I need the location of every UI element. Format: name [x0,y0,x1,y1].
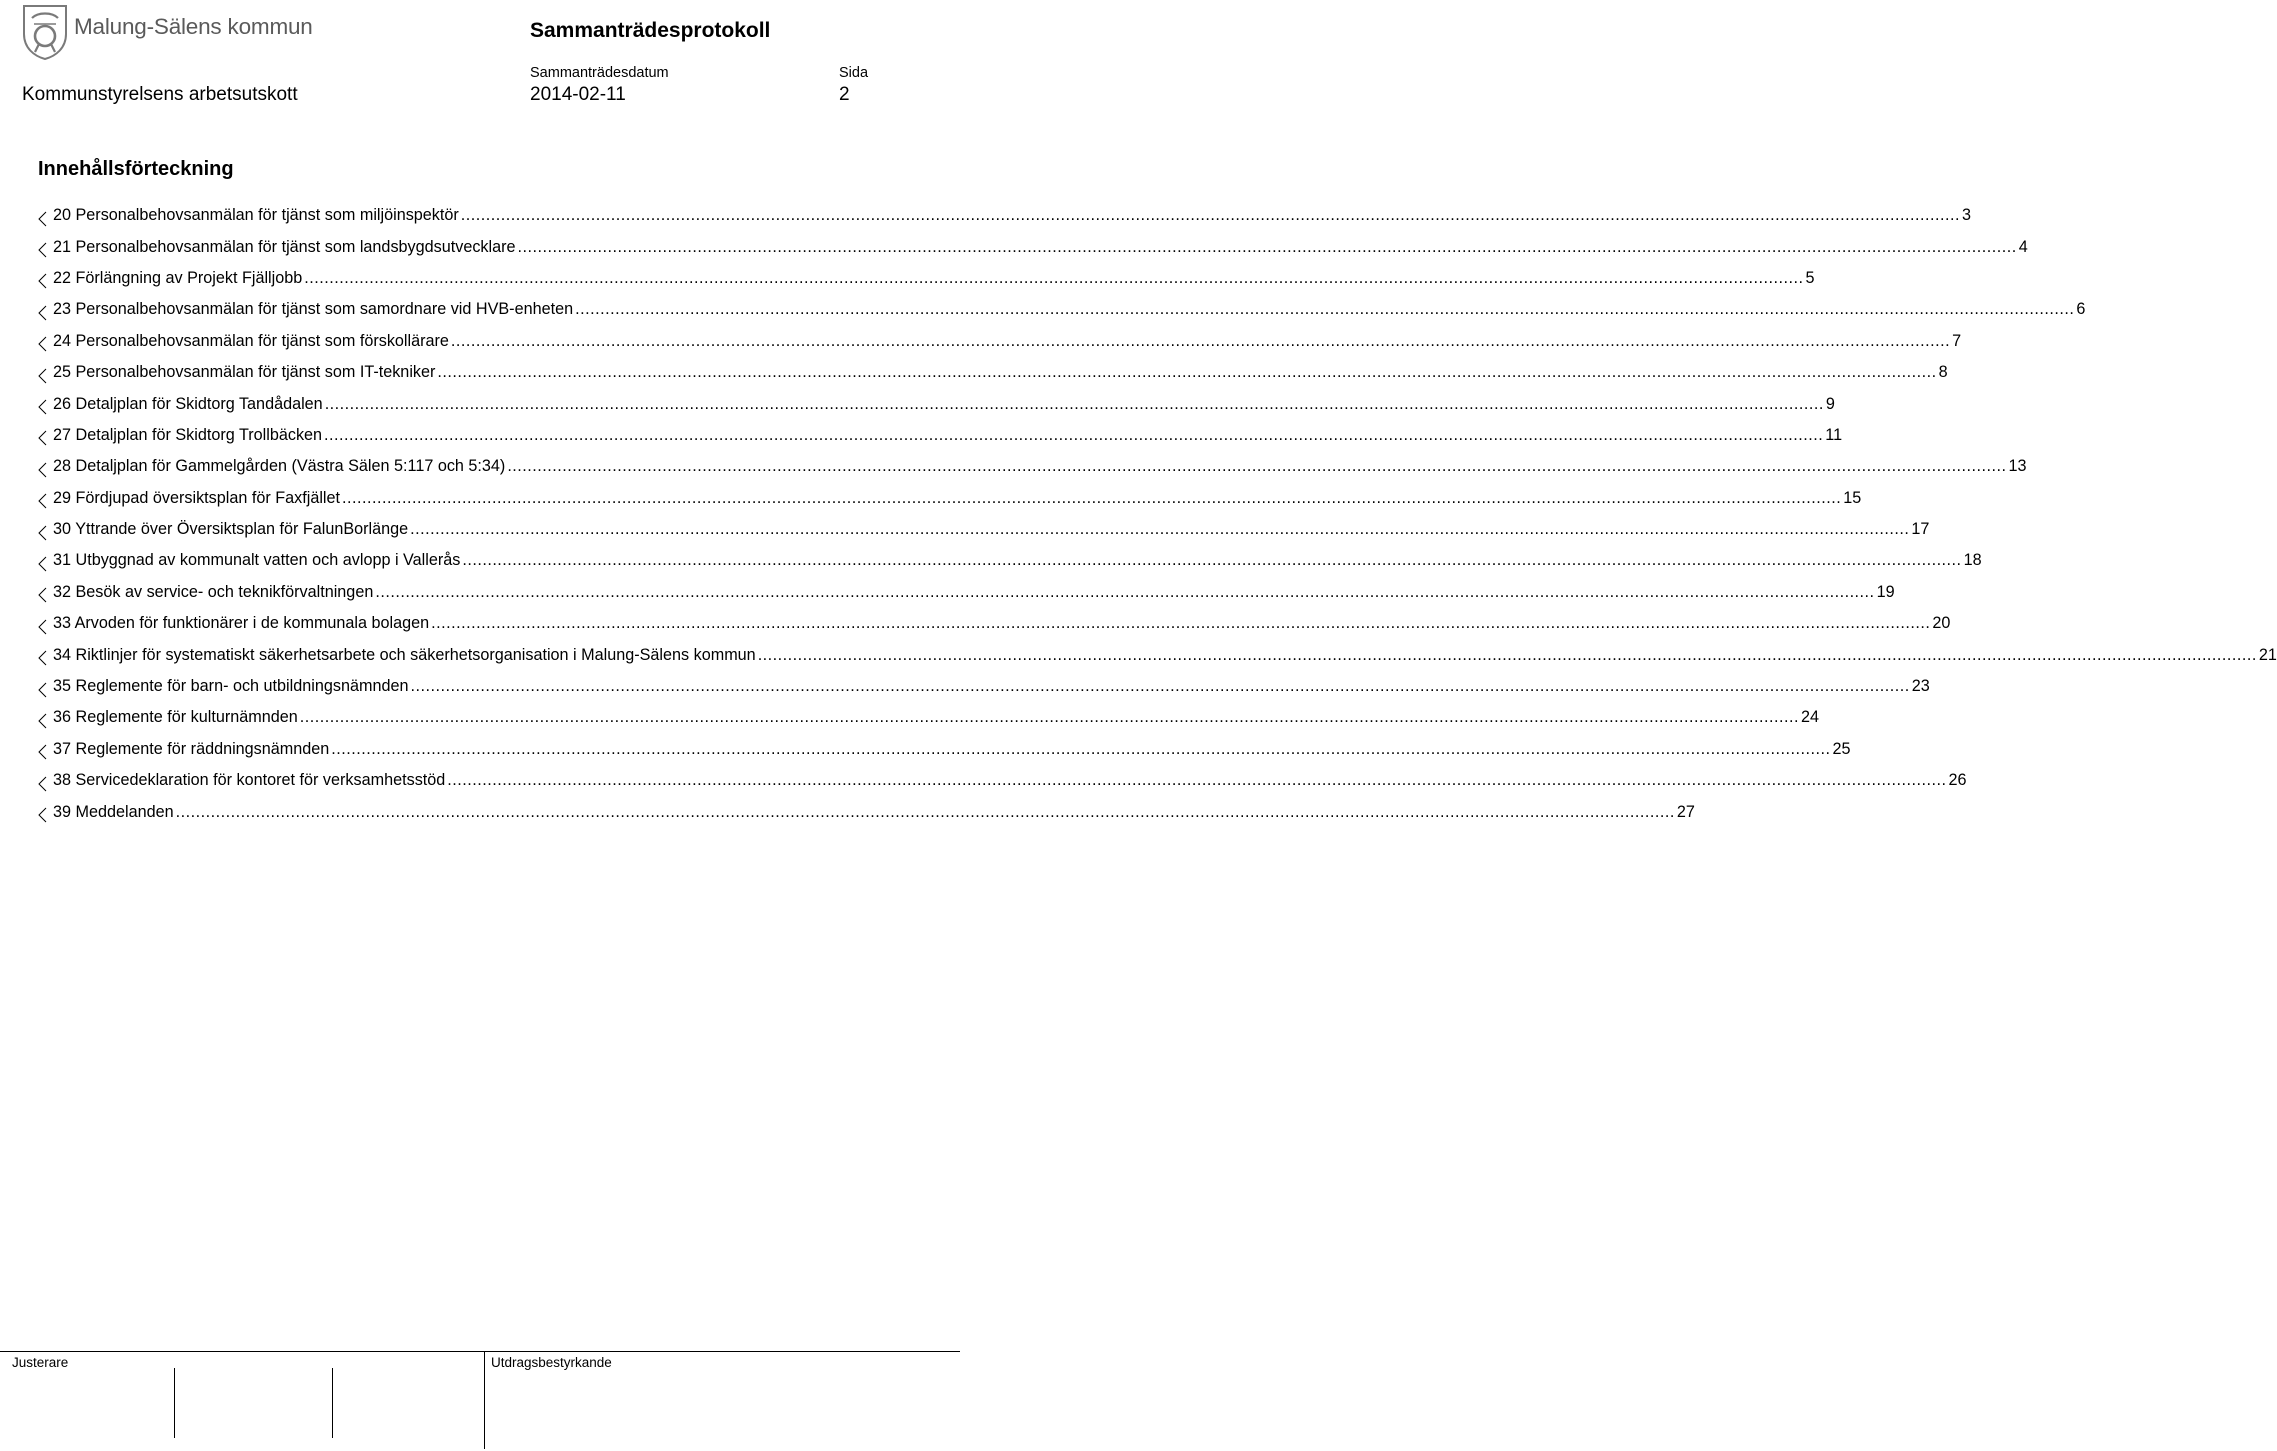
indent-marker-icon [38,431,47,447]
toc-entry-page: 9 [1825,394,1835,413]
toc-entry-page: 7 [1952,331,1962,350]
toc-entry-title: 37 Reglemente för räddningsnämnden [53,739,330,758]
toc-entry-title: 20 Personalbehovsanmälan för tjänst som miljöinspektör [53,206,459,225]
toc-entry-page: 3 [1962,206,1972,225]
toc-entry-page: 27 [1676,802,1695,821]
toc-entry[interactable] [38,483,1862,514]
footer-utdrag-label: Utdragsbestyrkande [491,1355,612,1370]
toc-entry[interactable] [38,514,1930,545]
toc-leader-dots: ............................................................................................................................................................................................................................................................................................................ [431,614,1931,633]
toc-entry[interactable] [38,796,1695,827]
toc-entry[interactable] [38,357,1948,388]
toc-leader-dots: ............................................................................................................................................................................................................................................................................................................ [517,237,2017,256]
indent-marker-icon [38,777,47,793]
indent-marker-icon [38,337,47,353]
toc-entry-page: 18 [1963,551,1982,570]
toc-entry-title: 39 Meddelanden [53,802,174,821]
committee-name: Kommunstyrelsens arbetsutskott [22,84,298,105]
toc-entry-title: 31 Utbyggnad av kommunalt vatten och avlopp i Vallerås [53,551,461,570]
toc-entry-page: 17 [1911,520,1930,539]
toc-entry-title: 29 Fördjupad översiktsplan för Faxfjället [53,488,341,507]
indent-marker-icon [38,212,47,228]
toc-leader-dots: ............................................................................................................................................................................................................................................................................................................ [410,677,1910,696]
toc-entry-page: 24 [1801,708,1820,727]
toc-entry-title: 25 Personalbehovsanmälan för tjänst som IT-tekniker [53,363,436,382]
toc-entry[interactable] [38,294,2086,325]
indent-marker-icon [38,463,47,479]
indent-marker-icon [38,494,47,510]
toc-entry-page: 19 [1876,582,1895,601]
indent-marker-icon [38,306,47,322]
toc-leader-dots: ............................................................................................................................................................................................................................................................................................................ [575,300,2075,319]
toc-leader-dots: ............................................................................................................................................................................................................................................................................................................ [447,771,1947,790]
toc-entry-title: 32 Besök av service- och teknikförvaltningen [53,582,374,601]
toc-entry[interactable] [38,702,1820,733]
toc-entry-page: 5 [1805,268,1815,287]
toc-leader-dots: ............................................................................................................................................................................................................................................................................................................ [462,551,1962,570]
toc-entry[interactable] [38,577,1895,608]
toc-entry-page: 21 [2258,645,2277,664]
coat-of-arms-icon [22,4,68,60]
toc-entry-page: 11 [1825,425,1843,444]
signature-box-divider [174,1368,175,1438]
indent-marker-icon [38,620,47,636]
indent-marker-icon [38,369,47,385]
toc-entry[interactable] [38,639,2277,670]
toc-entry[interactable] [38,734,1851,765]
toc-entry-page: 4 [2018,237,2028,256]
toc-entry[interactable] [38,200,1972,231]
toc-entry-title: 24 Personalbehovsanmälan för tjänst som förskollärare [53,331,449,350]
indent-marker-icon [38,400,47,416]
toc-leader-dots: ............................................................................................................................................................................................................................................................................................................ [450,331,1951,350]
toc-entry-title: 22 Förlängning av Projekt Fjälljobb [53,268,303,287]
toc-leader-dots: ............................................................................................................................................................................................................................................................................................................ [507,457,2007,476]
indent-marker-icon [38,683,47,699]
toc-leader-dots: ............................................................................................................................................................................................................................................................................................................ [342,488,1842,507]
toc-entry-page: 23 [1911,677,1930,696]
toc-list [38,200,2277,828]
toc-entry[interactable] [38,420,1843,451]
indent-marker-icon [38,557,47,573]
toc-leader-dots: ............................................................................................................................................................................................................................................................................................................ [324,394,1824,413]
toc-entry-title: 21 Personalbehovsanmälan för tjänst som landsbygdsutvecklare [53,237,516,256]
page-label: Sida [839,65,869,81]
toc-entry-title: 33 Arvoden för funktionärer i de kommunala bolagen [53,614,430,633]
indent-marker-icon [38,588,47,604]
toc-entry-title: 35 Reglemente för barn- och utbildningsnämnden [53,677,409,696]
toc-leader-dots: ............................................................................................................................................................................................................................................................................................................ [324,425,1824,444]
toc-entry[interactable] [38,326,1962,357]
meeting-date: 2014-02-11 [530,84,626,105]
toc-heading: Innehållsförteckning [38,158,234,180]
footer-divider [0,1351,960,1352]
toc-entry-title: 30 Yttrande över Översiktsplan för FalunBorlänge [53,520,409,539]
toc-leader-dots: ............................................................................................................................................................................................................................................................................................................ [437,363,1937,382]
toc-entry-page: 6 [2076,300,2086,319]
toc-entry-title: 23 Personalbehovsanmälan för tjänst som samordnare vid HVB-enheten [53,300,574,319]
date-label: Sammanträdesdatum [530,65,669,81]
toc-entry[interactable] [38,451,2027,482]
toc-entry-title: 36 Reglemente för kulturnämnden [53,708,298,727]
indent-marker-icon [38,808,47,824]
indent-marker-icon [38,526,47,542]
footer-center-divider [484,1351,485,1449]
toc-entry-title: 27 Detaljplan för Skidtorg Trollbäcken [53,425,323,444]
toc-entry[interactable] [38,545,1982,576]
toc-entry[interactable] [38,765,1967,796]
indent-marker-icon [38,745,47,761]
toc-leader-dots: ............................................................................................................................................................................................................................................................................................................ [175,802,1675,821]
toc-entry[interactable] [38,263,1815,294]
toc-entry-title: 38 Servicedeklaration för kontoret för verksamhetsstöd [53,771,446,790]
signature-box-divider [332,1368,333,1438]
toc-leader-dots: ............................................................................................................................................................................................................................................................................................................ [331,739,1831,758]
toc-leader-dots: ............................................................................................................................................................................................................................................................................................................ [299,708,1799,727]
toc-entry[interactable] [38,388,1835,419]
toc-entry-page: 25 [1832,739,1851,758]
toc-entry[interactable] [38,231,2028,262]
toc-leader-dots: ............................................................................................................................................................................................................................................................................................................ [460,206,1961,225]
indent-marker-icon [38,714,47,730]
document-title: Sammanträdesprotokoll [530,19,771,42]
toc-entry-title: 28 Detaljplan för Gammelgården (Västra Sälen 5:117 och 5:34) [53,457,506,476]
footer-justerare-label: Justerare [12,1355,69,1370]
municipality-logo [22,4,312,60]
logo-text: Malung-Sälens kommun [74,14,313,39]
indent-marker-icon [38,243,47,259]
toc-entry-page: 13 [2008,457,2027,476]
toc-entry-title: 26 Detaljplan för Skidtorg Tandådalen [53,394,323,413]
toc-entry-page: 20 [1932,614,1951,633]
toc-entry-page: 26 [1948,771,1967,790]
toc-entry-title: 34 Riktlinjer för systematiskt säkerhetsarbete och säkerhetsorganisation i Malung-Sälens kommun [53,645,756,664]
indent-marker-icon [38,651,47,667]
toc-leader-dots: ............................................................................................................................................................................................................................................................................................................ [375,582,1875,601]
indent-marker-icon [38,274,47,290]
toc-leader-dots: ............................................................................................................................................................................................................................................................................................................ [410,520,1910,539]
toc-leader-dots: ............................................................................................................................................................................................................................................................................................................ [757,645,2257,664]
toc-entry[interactable] [38,608,1951,639]
toc-entry-page: 8 [1938,363,1948,382]
toc-leader-dots: ............................................................................................................................................................................................................................................................................................................ [304,268,1804,287]
page-number: 2 [839,84,850,105]
toc-entry-page: 15 [1843,488,1862,507]
toc-entry[interactable] [38,671,1930,702]
